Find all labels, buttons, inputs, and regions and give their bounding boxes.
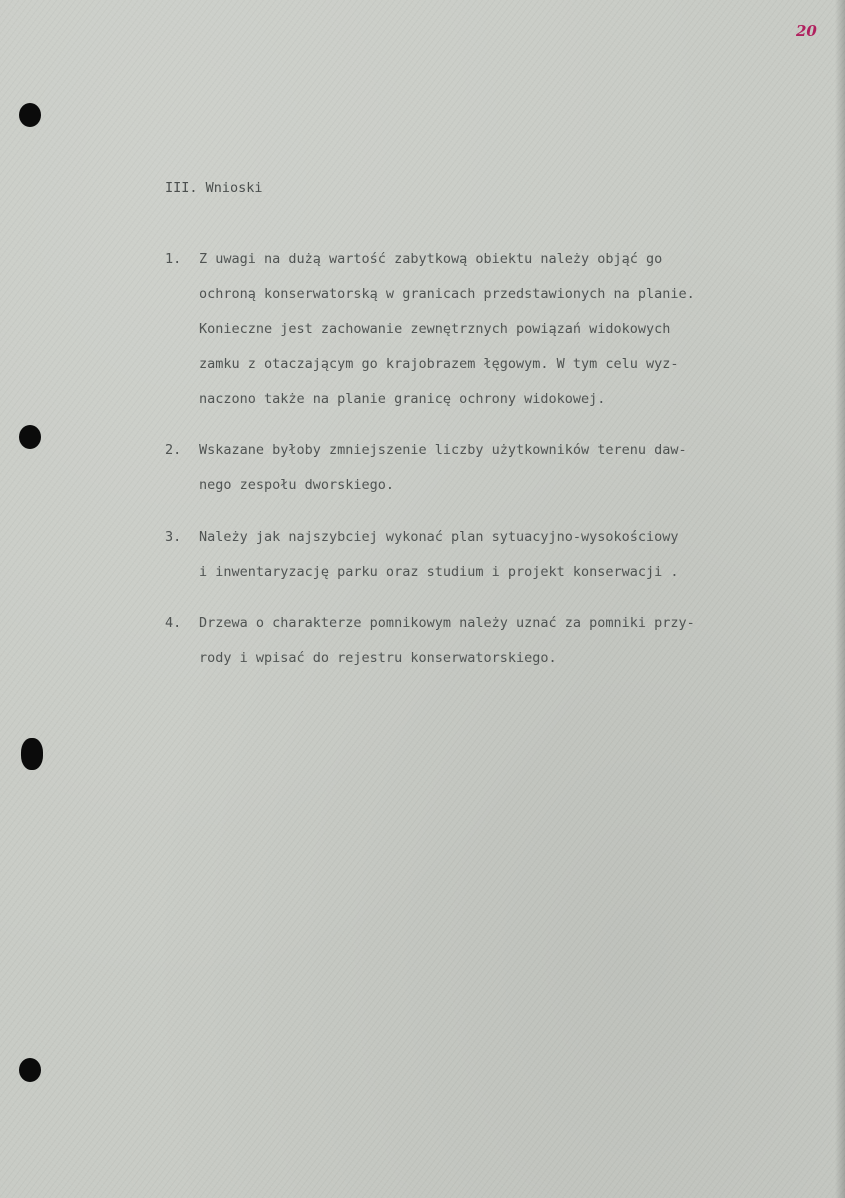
list-item-line: zamku z otaczającym go krajobrazem łęgowym. W tym celu wyz- — [199, 356, 679, 372]
list-item-line: ochroną konserwatorską w granicach przedstawionych na planie. — [199, 286, 695, 302]
punch-hole-4 — [19, 1058, 41, 1082]
list-item-line: Drzewa o charakterze pomnikowym należy uznać za pomniki przy- — [199, 615, 695, 631]
page-number: 20 — [796, 22, 817, 40]
list-item-line: Z uwagi na dużą wartość zabytkową obiektu należy objąć go — [199, 251, 663, 267]
list-item-number: 1. — [165, 251, 182, 267]
section-heading: III. Wnioski — [165, 180, 263, 196]
list-item-line: Wskazane byłoby zmniejszenie liczby użytkowników terenu daw- — [199, 442, 687, 458]
list-item-number: 4. — [165, 615, 182, 631]
list-item-line: i inwentaryzację parku oraz studium i projekt konserwacji . — [199, 564, 679, 580]
list-item-line: nego zespołu dworskiego. — [199, 477, 395, 493]
punch-hole-2 — [19, 425, 41, 449]
list-item-line: Należy jak najszybciej wykonać plan sytuacyjno-wysokościowy — [199, 529, 679, 545]
list-item-line: Konieczne jest zachowanie zewnętrznych powiązań widokowych — [199, 321, 671, 337]
list-item-line: naczono także na planie granicę ochrony widokowej. — [199, 391, 606, 407]
list-item-number: 3. — [165, 529, 182, 545]
punch-hole-1 — [19, 103, 41, 127]
page-edge-shadow — [835, 0, 845, 1198]
list-item-line: rody i wpisać do rejestru konserwatorskiego. — [199, 650, 557, 666]
list-item-number: 2. — [165, 442, 182, 458]
punch-hole-3 — [21, 738, 43, 770]
